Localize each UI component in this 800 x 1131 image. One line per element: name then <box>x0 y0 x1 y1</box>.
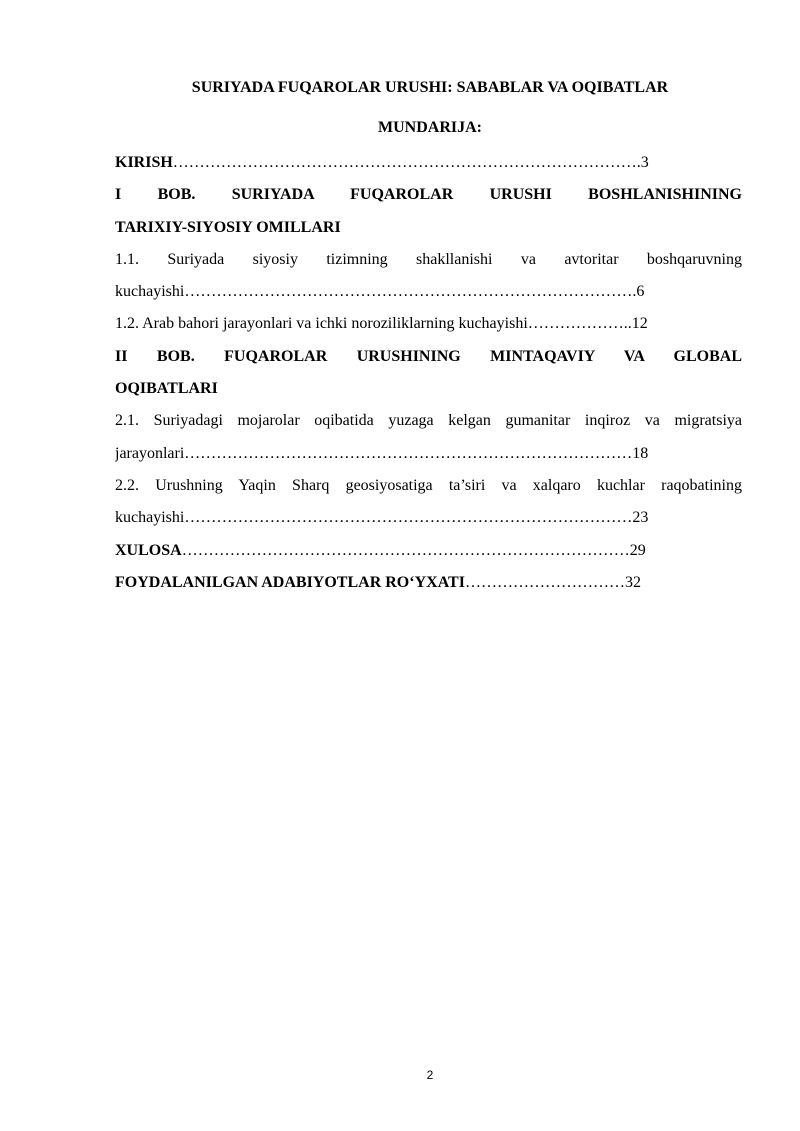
toc-entry-kirish[interactable] <box>115 152 742 184</box>
toc-section-2-2-line-2[interactable] <box>115 507 742 539</box>
toc-entry-label: KIRISH <box>115 154 173 171</box>
toc-chapter-1-line-2[interactable]: TARIXIY-SIYOSIY OMILLARI <box>115 218 341 236</box>
table-of-contents <box>115 152 742 604</box>
toc-page-number: 32 <box>624 573 641 591</box>
toc-page-number: 12 <box>631 315 648 333</box>
toc-entry-label: 1.2. Arab bahori jarayonlari va ichki noroziliklarning kuchayishi <box>115 315 528 333</box>
toc-page-number: 18 <box>632 444 649 462</box>
toc-leader-dots: …………………………………………………………………………… <box>172 154 637 171</box>
toc-section-2-2-line-1[interactable]: 2.2. Urushning Yaqin Sharq geosiyosatiga ta’siri va xalqaro kuchlar raqobatining <box>115 476 742 494</box>
toc-section-1-1-line-1[interactable]: 1.1. Suriyada siyosiy tizimning shakllanishi va avtoritar boshqaruvning <box>115 250 742 268</box>
document-title: SURIYADA FUQAROLAR URUSHI: SABABLAR VA OQIBATLAR <box>191 79 669 96</box>
toc-section-2-1-line-2[interactable] <box>115 443 742 475</box>
toc-leader-dots: ………………………………………………………………………… <box>184 283 633 301</box>
page-number: 2 <box>426 1068 434 1082</box>
toc-entry-label: XULOSA <box>115 541 182 559</box>
toc-leader-dots: ………………………… <box>464 573 625 591</box>
toc-entry-label: kuchayishi <box>115 283 185 301</box>
toc-leader-dots: ………………………………………………………………………… <box>184 444 633 462</box>
toc-section-1-2[interactable] <box>115 313 742 345</box>
toc-section-2-1-line-1[interactable]: 2.1. Suriyadagi mojarolar oqibatida yuzaga kelgan gumanitar inqiroz va migratsiya <box>115 412 742 430</box>
toc-page-number: .3 <box>636 154 649 171</box>
toc-leader-dots: ………………………………………………………………………… <box>181 541 630 559</box>
toc-page-number: 23 <box>632 509 649 527</box>
toc-entry-label: FOYDALANILGAN ADABIYOTLAR RO‘YXATI <box>115 573 465 591</box>
toc-entry-references[interactable] <box>115 572 742 604</box>
toc-chapter-2-line-1[interactable]: II BOB. FUQAROLAR URUSHINING MINTAQAVIY VA GLOBAL <box>115 347 742 365</box>
toc-chapter-1-line-1[interactable]: I BOB. SURIYADA FUQAROLAR URUSHI BOSHLANISHINING <box>115 186 742 204</box>
toc-section-1-1-line-2[interactable] <box>115 281 742 313</box>
toc-leader-dots: ……………….. <box>527 315 632 333</box>
toc-chapter-2-line-2[interactable]: OQIBATLARI <box>115 380 218 398</box>
toc-page-number: .6 <box>632 283 645 301</box>
toc-leader-dots: ………………………………………………………………………… <box>184 509 633 527</box>
toc-entry-label: jarayonlari <box>115 444 185 462</box>
toc-entry-label: kuchayishi <box>115 509 185 527</box>
toc-heading: MUNDARIJA: <box>378 119 482 136</box>
toc-entry-xulosa[interactable] <box>115 540 742 572</box>
toc-page-number: 29 <box>629 541 646 559</box>
